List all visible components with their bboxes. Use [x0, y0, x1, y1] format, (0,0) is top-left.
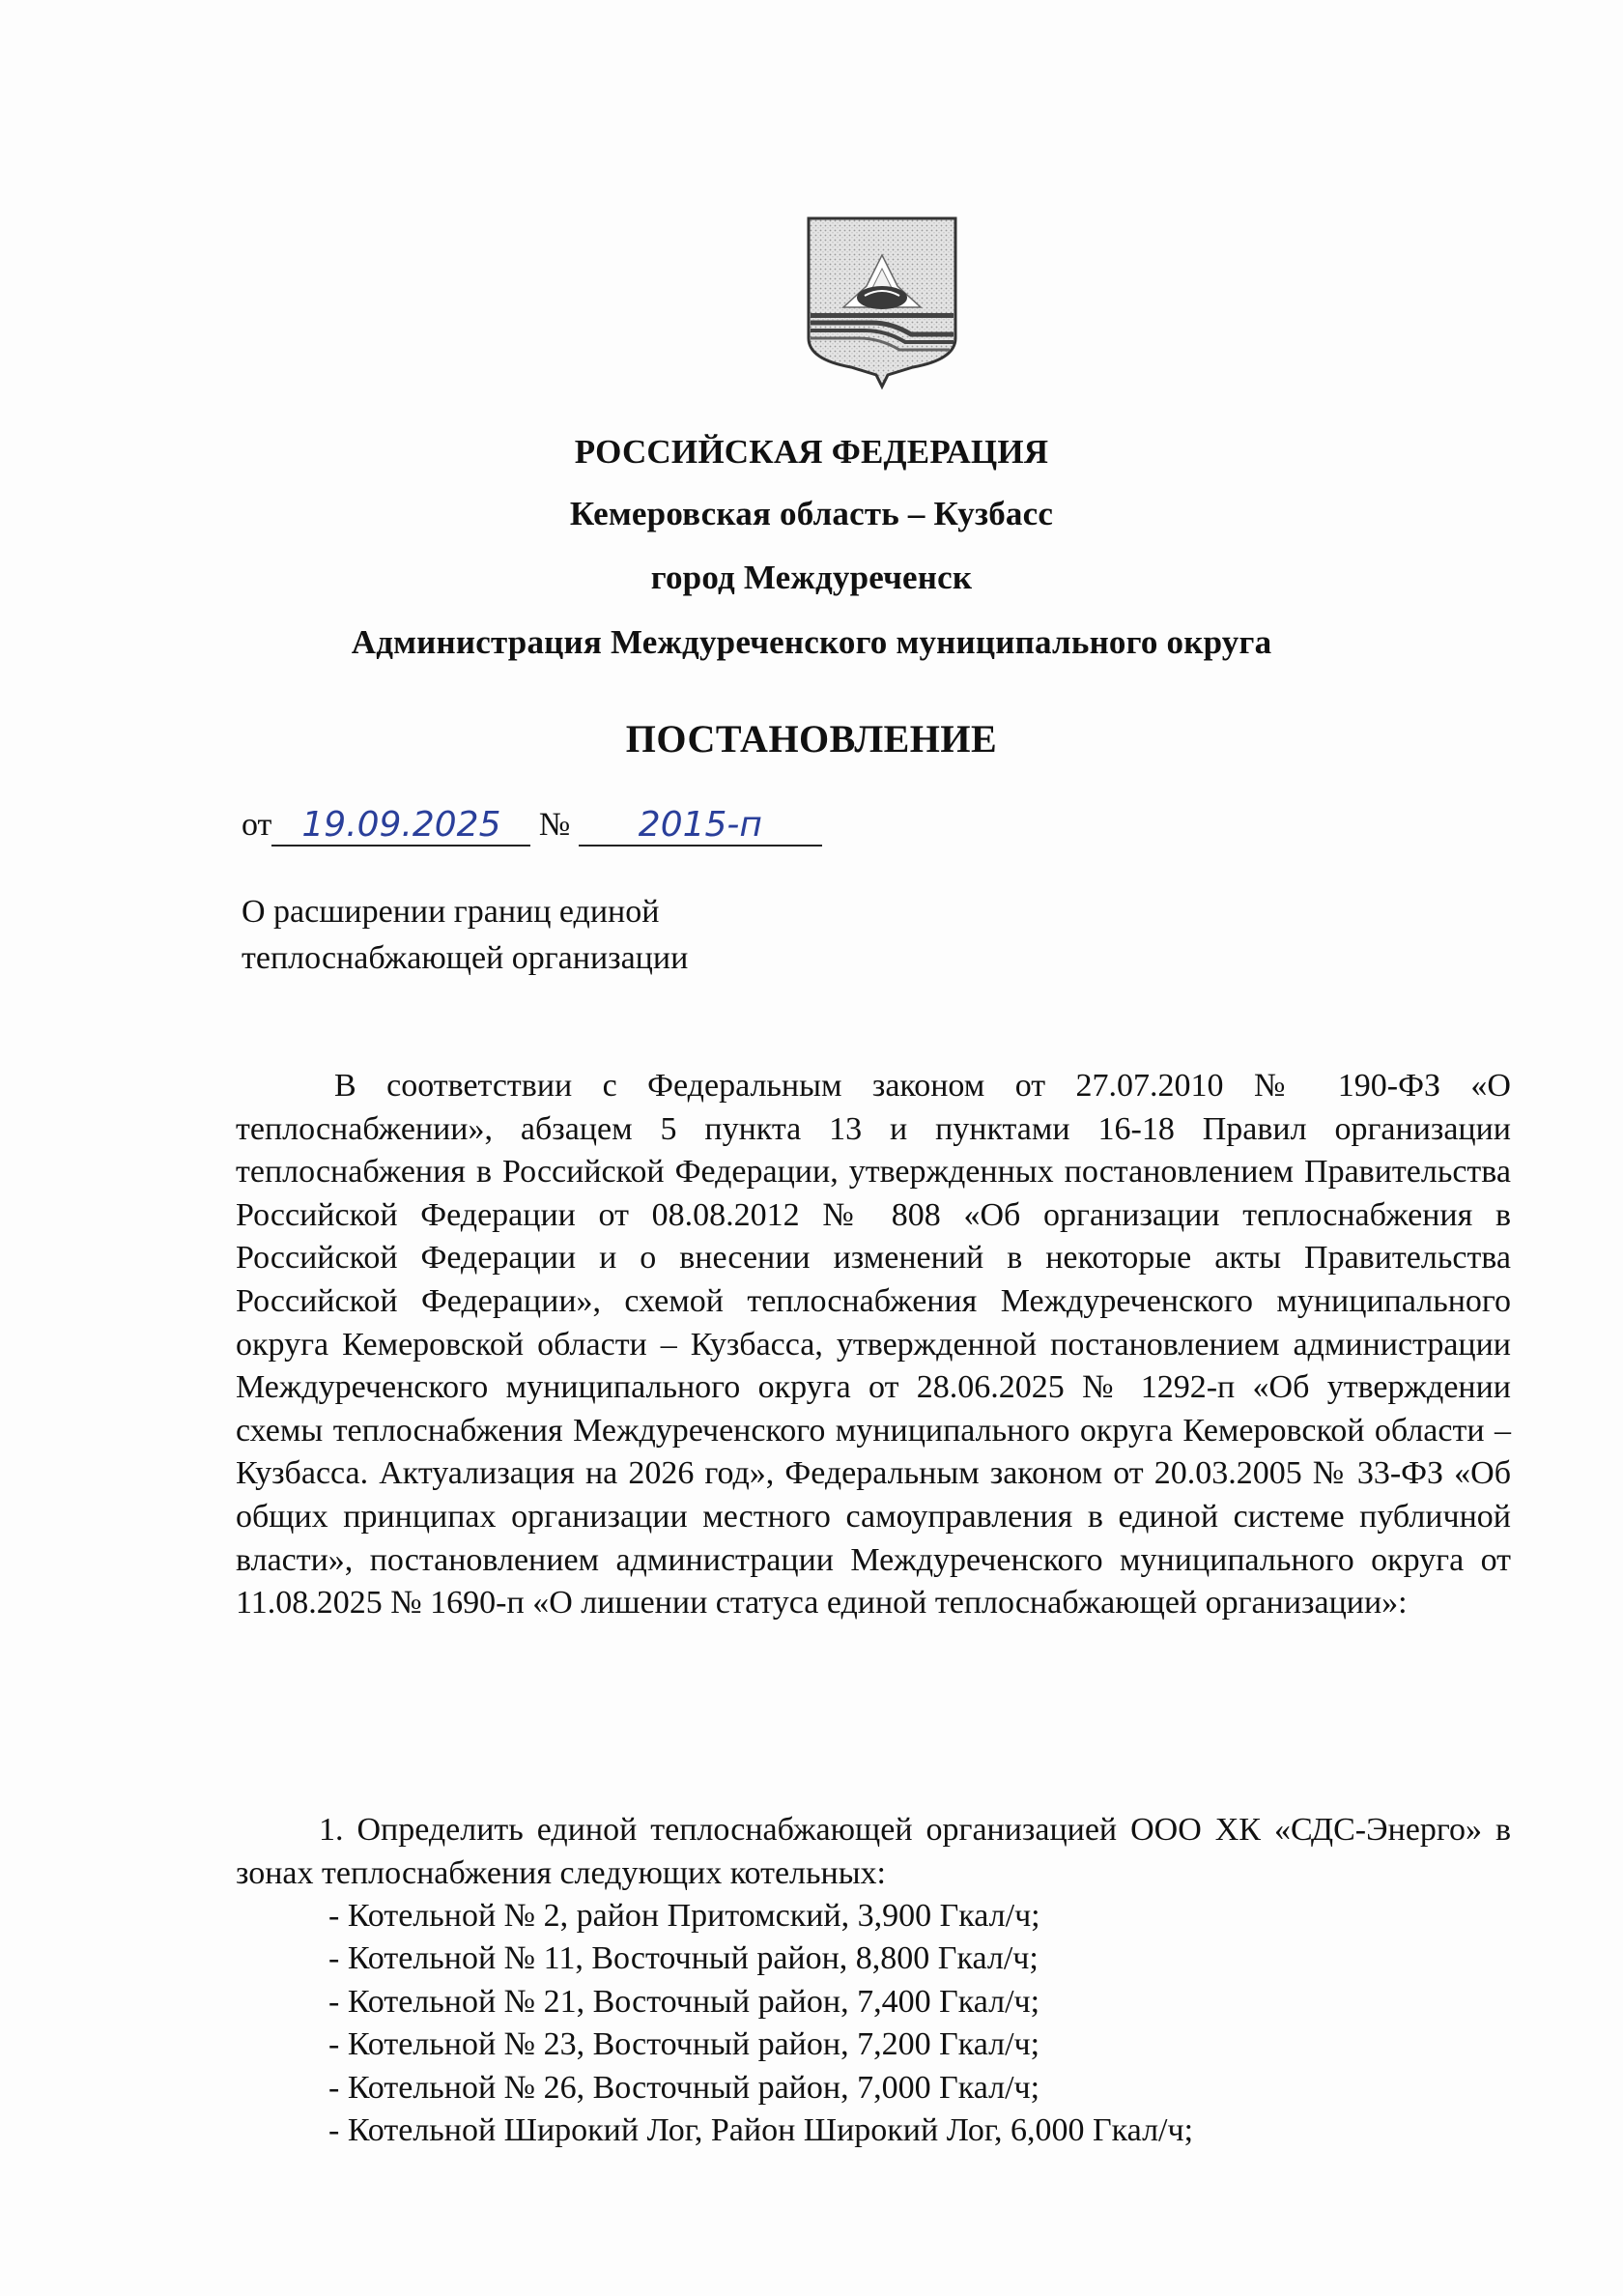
handwritten-number: 2015-п: [579, 806, 822, 847]
boiler-list: [328, 1895, 1193, 2152]
preamble-text: В соответствии с Федеральным законом от 27.07.2010 № 190-ФЗ «О теплоснабжении», абзацем 5 пункта 13 и пунктами 16-18 Правил организации теплоснабжения в Российской Федерации, утвержденных постановлением Правительства Российской Федерации от 08.08.2012 № 808 «Об организации теплоснабжения в Российской Федерации и о внесении изменений в некоторые акты Правительства Российской Федерации», схемой теплоснабжения Междуреченского муниципального округа Кемеровской области – Кузбасса, утвержденной постановлением администрации Междуреченского муниципального округа от 28.06.2025 № 1292-п «Об утверждении схемы теплоснабжения Междуреченского муниципального округа Кемеровской области – Кузбасса. Актуализация на 2026 год», Федеральным законом от 20.03.2005 № 33-ФЗ «Об общих принципах организации местного самоуправления в единой системе публичной власти», постановлением администрации Междуреченского муниципального округа от 11.08.2025 № 1690-п «О лишении статуса единой теплоснабжающей организации»:: [236, 1068, 1511, 1622]
preamble-paragraph: [236, 1065, 1511, 1625]
header-city: город Междуреченск: [650, 559, 973, 596]
list-item: - Котельной № 26, Восточный район, 7,000 Гкал/ч;: [328, 2069, 1040, 2106]
list-item: - Котельной Широкий Лог, Район Широкий Лог, 6,000 Гкал/ч;: [328, 2112, 1194, 2149]
subject-line: О расширении границ единой: [242, 894, 660, 930]
document-subject: [242, 889, 688, 982]
header-region: Кемеровская область – Кузбасс: [569, 495, 1054, 532]
number-label: №: [538, 807, 571, 843]
subject-line: теплоснабжающей организации: [242, 940, 689, 976]
header-country: РОССИЙСКАЯ ФЕДЕРАЦИЯ: [574, 433, 1049, 471]
document-date-number: [242, 804, 822, 848]
list-item: - Котельной № 2, район Притомский, 3,900 Гкал/ч;: [328, 1898, 1040, 1934]
list-item: - Котельной № 11, Восточный район, 8,800 Гкал/ч;: [328, 1940, 1039, 1977]
from-label: от: [242, 807, 272, 843]
item-1-paragraph: [236, 1809, 1511, 1895]
item-1-text: 1. Определить единой теплоснабжающей организацией ООО ХК «СДС-Энерго» в зонах теплоснабжения следующих котельных:: [236, 1812, 1511, 1891]
city-coat-of-arms-icon: [805, 215, 959, 390]
document-title: ПОСТАНОВЛЕНИЕ: [625, 717, 998, 761]
list-item: - Котельной № 23, Восточный район, 7,200 Гкал/ч;: [328, 2026, 1040, 2063]
header-administration: Администрация Междуреченского муниципального округа: [351, 623, 1272, 661]
handwritten-date: 19.09.2025: [271, 806, 530, 847]
list-item: - Котельной № 21, Восточный район, 7,400 Гкал/ч;: [328, 1983, 1040, 2020]
